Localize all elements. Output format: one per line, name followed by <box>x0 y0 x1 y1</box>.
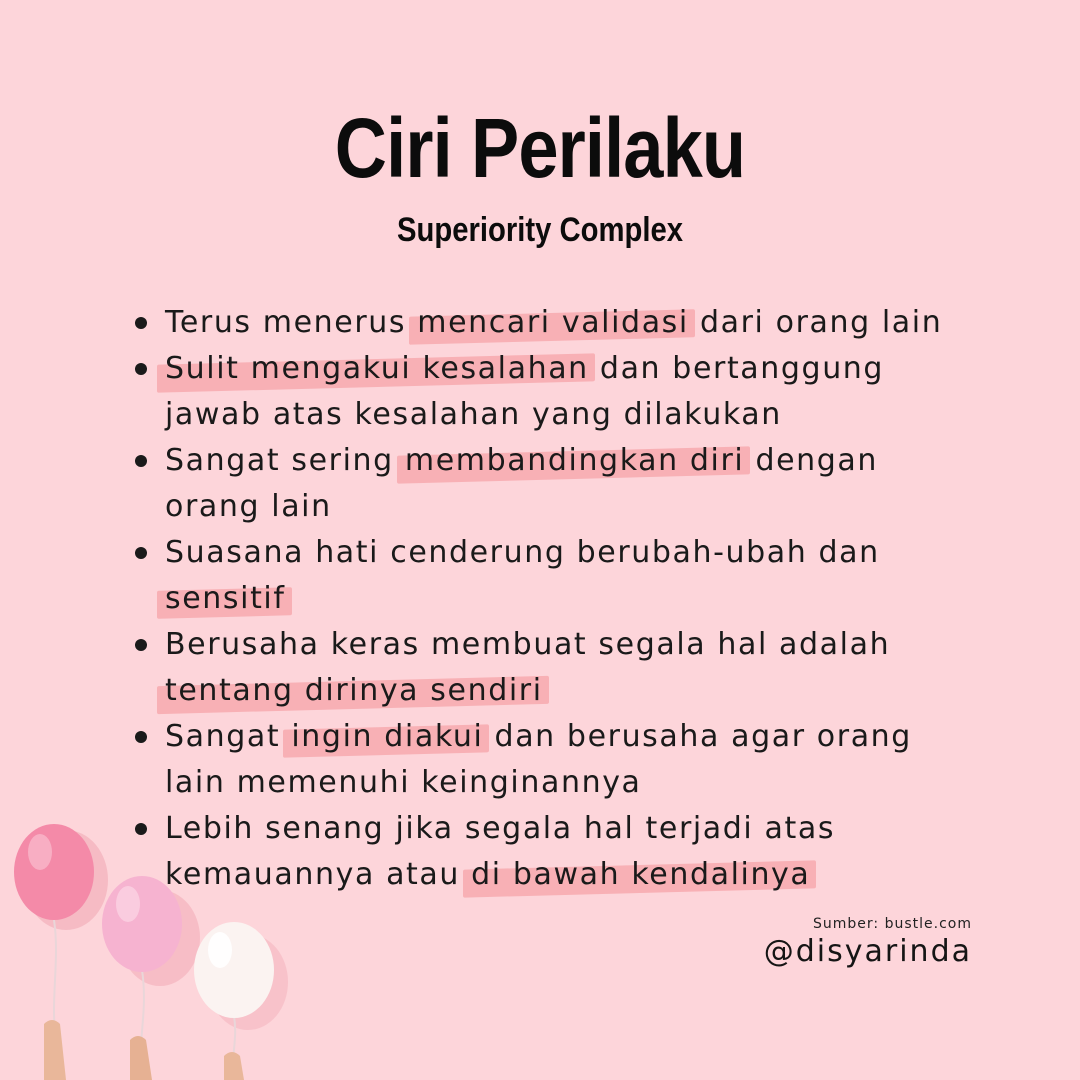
list-item <box>133 714 983 806</box>
list-item <box>133 622 983 714</box>
list-item-line <box>165 530 983 576</box>
highlighted-text: sensitif <box>165 581 286 616</box>
list-item <box>133 346 983 438</box>
highlighted-text: tentang dirinya sendiri <box>165 673 543 708</box>
list-item-line <box>165 576 983 622</box>
list-item-line <box>165 484 983 530</box>
page-title: Ciri Perilaku <box>334 101 746 195</box>
list-item-line <box>165 622 983 668</box>
bullet-icon <box>135 547 147 559</box>
item-text: kemauannya atau <box>165 857 472 892</box>
list-item <box>133 438 983 530</box>
item-text: dan berusaha agar orang <box>483 719 912 754</box>
item-text: dari orang lain <box>688 305 943 340</box>
list-item-line <box>165 300 983 346</box>
list-item <box>133 300 983 346</box>
item-text: dengan <box>744 443 879 478</box>
bullet-icon <box>135 455 147 467</box>
item-text: lain memenuhi keinginannya <box>165 765 642 800</box>
list-item-line <box>165 392 983 438</box>
hand <box>130 1036 152 1080</box>
highlighted-text: ingin diakui <box>291 719 484 754</box>
item-text: orang lain <box>165 489 332 524</box>
bullet-icon <box>135 317 147 329</box>
hand <box>224 1052 244 1080</box>
highlighted-text: di bawah kendalinya <box>471 857 811 892</box>
item-text: Suasana hati cenderung berubah-ubah dan <box>165 535 880 570</box>
highlighted-text: mencari validasi <box>417 305 689 340</box>
highlighted-text: membandingkan diri <box>404 443 745 478</box>
item-text: Sangat sering <box>165 443 405 478</box>
list-item-line <box>165 714 983 760</box>
item-text: dan bertanggung <box>588 351 885 386</box>
list-item-line <box>165 438 983 484</box>
white-balloon <box>194 922 274 1018</box>
item-text: jawab atas kesalahan yang dilakukan <box>165 397 782 432</box>
source-credit: Sumber: bustle.com <box>813 916 972 932</box>
item-text: Terus menerus <box>165 305 418 340</box>
item-text: Berusaha keras membuat segala hal adalah <box>165 627 891 662</box>
bullet-icon <box>135 731 147 743</box>
hand <box>44 1020 66 1080</box>
list-item <box>133 530 983 622</box>
light-pink-balloon <box>102 876 182 972</box>
bullet-icon <box>135 639 147 651</box>
highlighted-text: Sulit mengakui kesalahan <box>165 351 589 386</box>
bullet-icon <box>135 363 147 375</box>
author-handle: @disyarinda <box>763 934 972 969</box>
list-item-line <box>165 346 983 392</box>
page-subtitle: Superiority Complex <box>397 211 683 249</box>
list-item-line <box>165 668 983 714</box>
pink-balloon <box>14 824 94 920</box>
balloons-illustration <box>0 800 320 1080</box>
item-text: Lebih senang jika segala hal terjadi atas <box>165 811 836 846</box>
item-text: Sangat <box>165 719 292 754</box>
